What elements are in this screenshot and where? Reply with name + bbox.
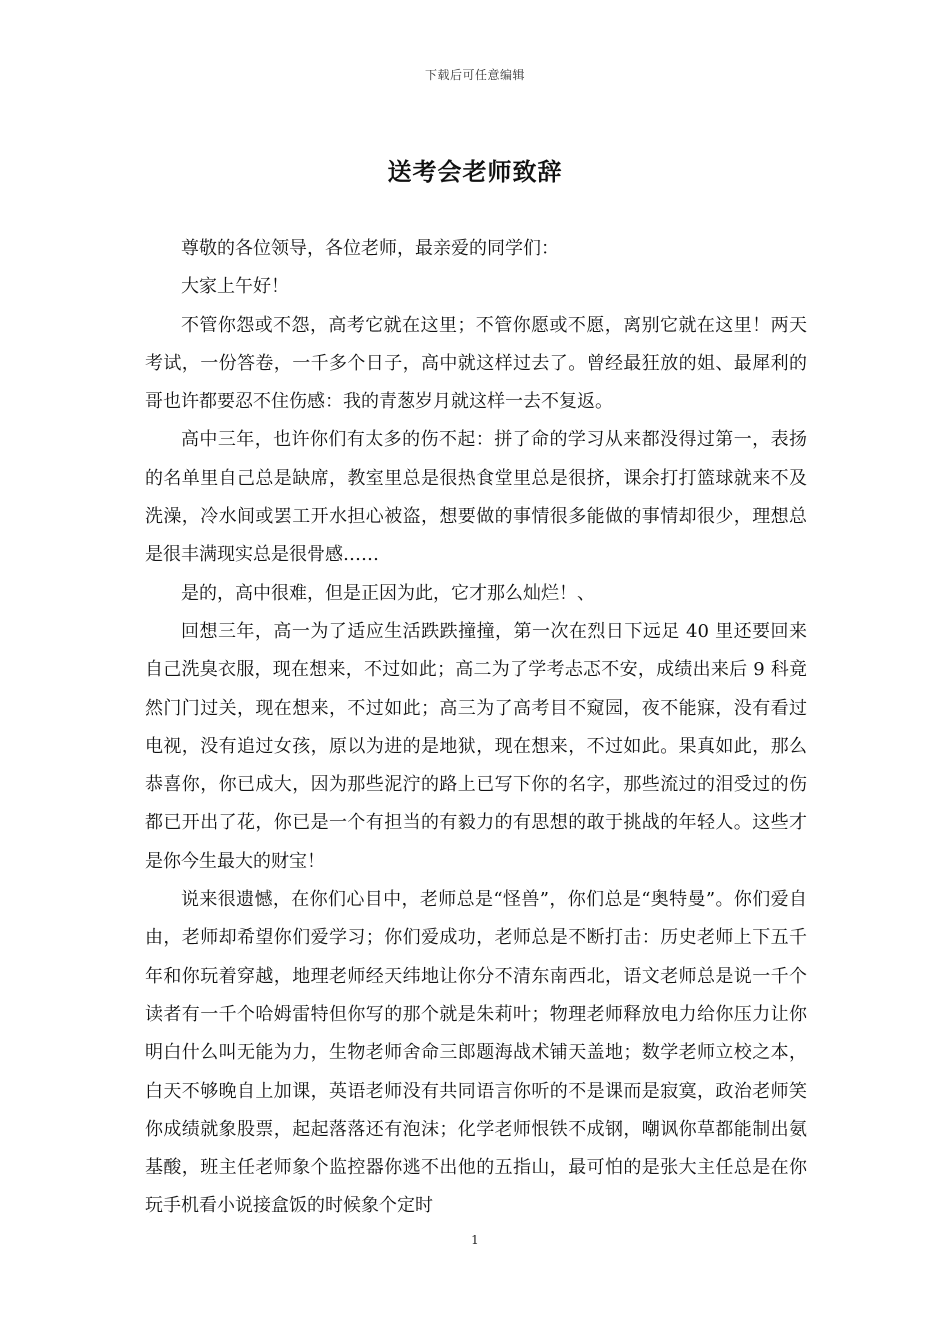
page-header-note: 下载后可任意编辑 (424, 68, 525, 82)
document-title: 送考会老师致辞 (387, 157, 563, 186)
paragraph: 高中三年，也许你们有太多的伤不起：拼了命的学习从来都没得过第一，表扬的名单里自己总是缺席，教室里总是很热食堂里总是很挤，课余打打篮球就来不及洗澡，冷水间或罢工开水担心被盗，想要做的事情很多能做的事情却很少，理想总是很丰满现实总是很骨感…… (145, 429, 807, 566)
paragraph-greeting: 大家上午好！ (181, 276, 289, 298)
document-body (145, 230, 807, 1226)
paragraph: 不管你怨或不怨，高考它就在这里；不管你愿或不愿，离别它就在这里！两天考试，一份答卷，一千多个日子，高中就这样过去了。曾经最狂放的姐、最犀利的哥也许都要忍不住伤感：我的青葱岁月就这样一去不复返。 (145, 314, 807, 413)
paragraph: 回想三年，高一为了适应生活跌跌撞撞，第一次在烈日下远足 40 里还要回来自己洗臭衣服，现在想来，不过如此；高二为了学考忐忑不安，成绩出来后 9 科竟然门门过关，现在想来，不过如此；高三为了高考目不窥园，夜不能寐，没有看过电视，没有追过女孩，原以为进的是地狱，现在想来，不过如此。果真如此，那么恭喜你，你已成大，因为那些泥泞的路上已写下你的名字，那些流过的泪受过的伤都已开出了花，你已是一个有担当的有毅力的有思想的敢于挑战的年轻人。这些才是你今生最大的财宝！ (145, 620, 807, 872)
paragraph-salutation: 尊敬的各位领导，各位老师，最亲爱的同学们： (181, 238, 559, 259)
paragraph: 是的，高中很难，但是正因为此，它才那么灿烂！、 (181, 582, 595, 604)
page-number: 1 (471, 1233, 479, 1247)
paragraph: 说来很遗憾，在你们心目中，老师总是“怪兽”，你们总是“奥特曼”。你们爱自由，老师却希望你们爱学习；你们爱成功，老师总是不断打击：历史老师上下五千年和你玩着穿越，地理老师经天纬地让你分不清东南西北，语文老师总是说一千个读者有一千个哈姆雷特但你写的那个就是朱莉叶；物理老师释放电力给你压力让你明白什么叫无能为力，生物老师舍命三郎题海战术铺天盖地；数学老师立校之本，白天不够晚自上加课，英语老师没有共同语言你听的不是课而是寂寞，政治老师笑你成绩就象股票，起起落落还有泡沫；化学老师恨铁不成钢，嘲讽你草都能制出氨基酸，班主任老师象个监控器你逃不出他的五指山，最可怕的是张大主任总是在你玩手机看小说接盒饭的时候象个定时 (145, 889, 807, 1217)
